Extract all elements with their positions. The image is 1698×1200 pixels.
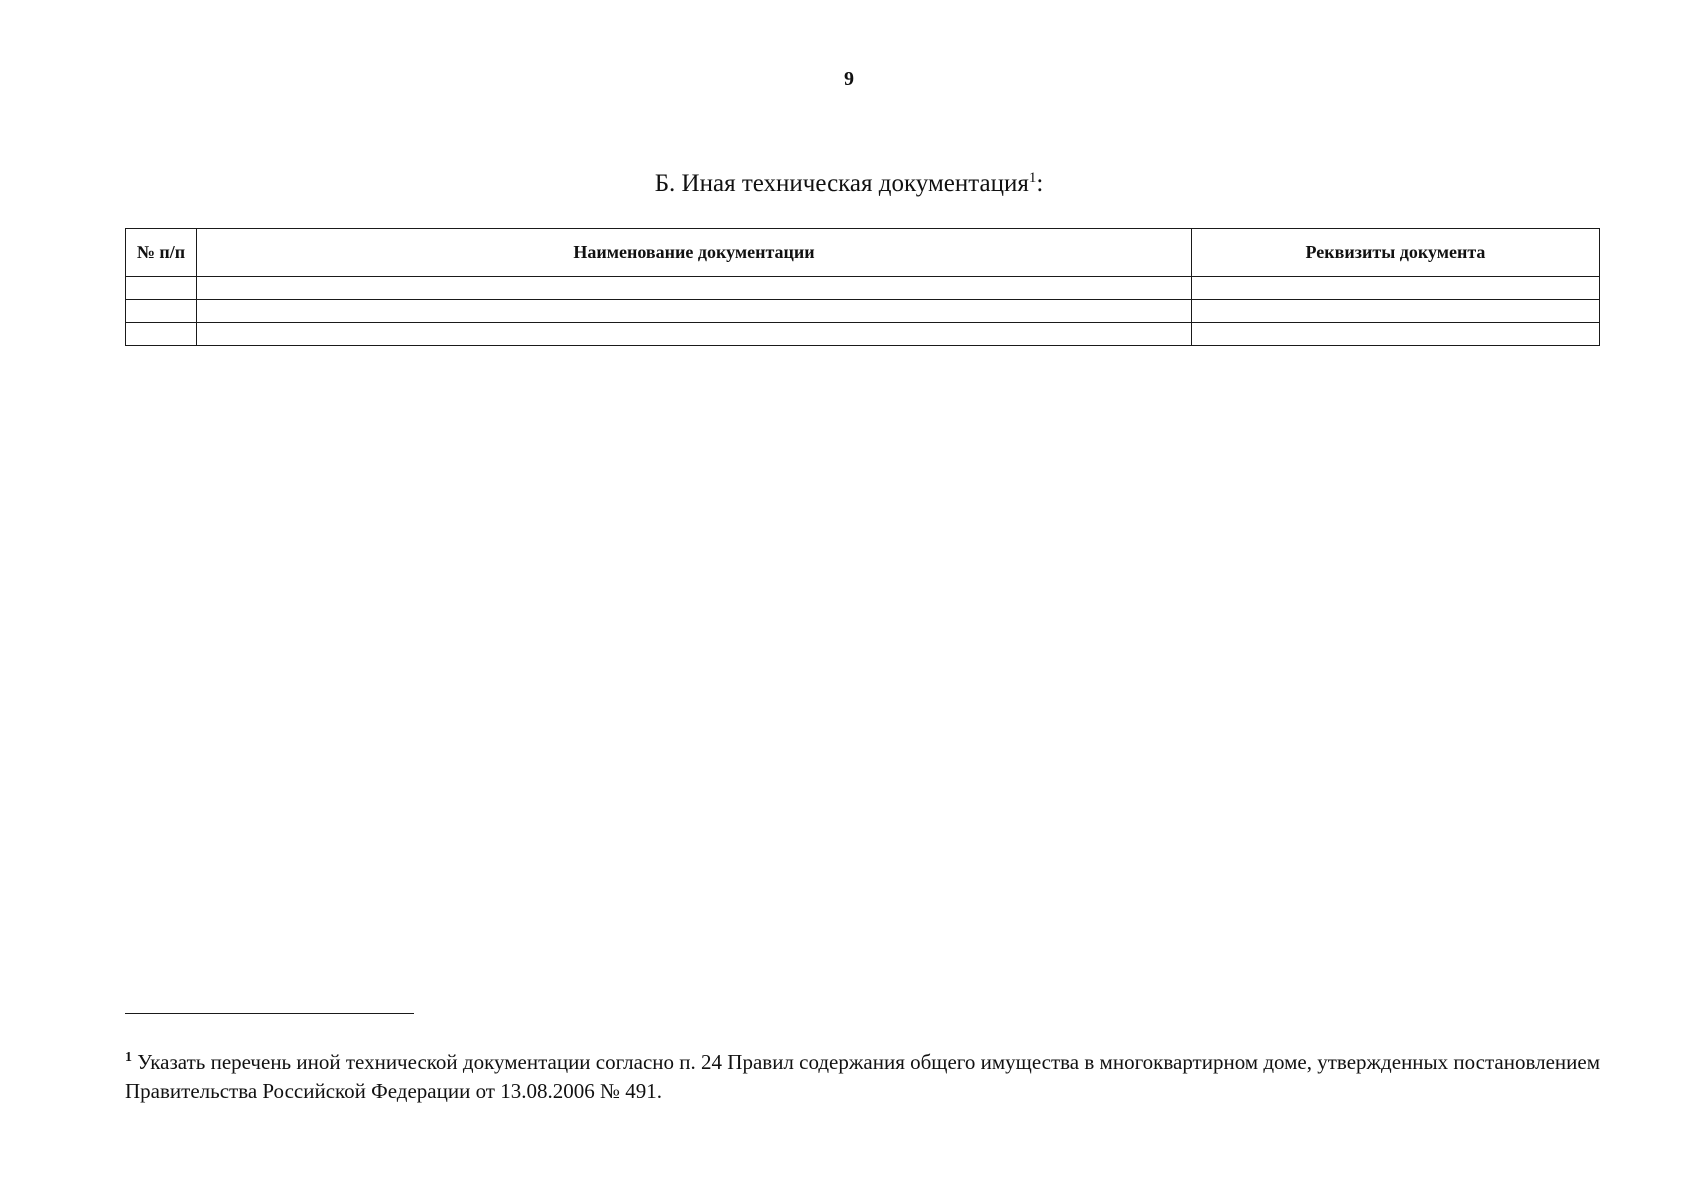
header-name: Наименование документации — [197, 229, 1192, 277]
section-title-text: Б. Иная техническая документация — [654, 170, 1029, 197]
cell-requisites — [1192, 300, 1600, 323]
footnote-reference: 1 — [1028, 170, 1037, 186]
footnote-mark: 1 — [125, 1050, 132, 1065]
cell-requisites — [1192, 277, 1600, 300]
section-title — [0, 170, 1698, 198]
section-title-suffix: : — [1036, 170, 1044, 197]
cell-requisites — [1192, 323, 1600, 346]
page-number: 9 — [844, 68, 854, 90]
footnote-text: Указать перечень иной технической документации согласно п. 24 Правил содержания общего имущества в многоквартирном доме, утвержденных постановлением Правительства Российской Федерации от 13.08.2006 № 491. — [125, 1050, 1601, 1103]
table-row — [126, 277, 1600, 300]
table-row — [126, 300, 1600, 323]
table-row — [126, 323, 1600, 346]
cell-number — [126, 300, 197, 323]
table-header-row — [126, 229, 1600, 277]
cell-name — [197, 277, 1192, 300]
documentation-table — [125, 228, 1600, 346]
footnote — [125, 1048, 1600, 1106]
cell-name — [197, 300, 1192, 323]
header-number: № п/п — [126, 229, 197, 277]
header-requisites: Реквизиты документа — [1192, 229, 1600, 277]
footnote-separator — [125, 1013, 414, 1014]
cell-name — [197, 323, 1192, 346]
cell-number — [126, 277, 197, 300]
cell-number — [126, 323, 197, 346]
